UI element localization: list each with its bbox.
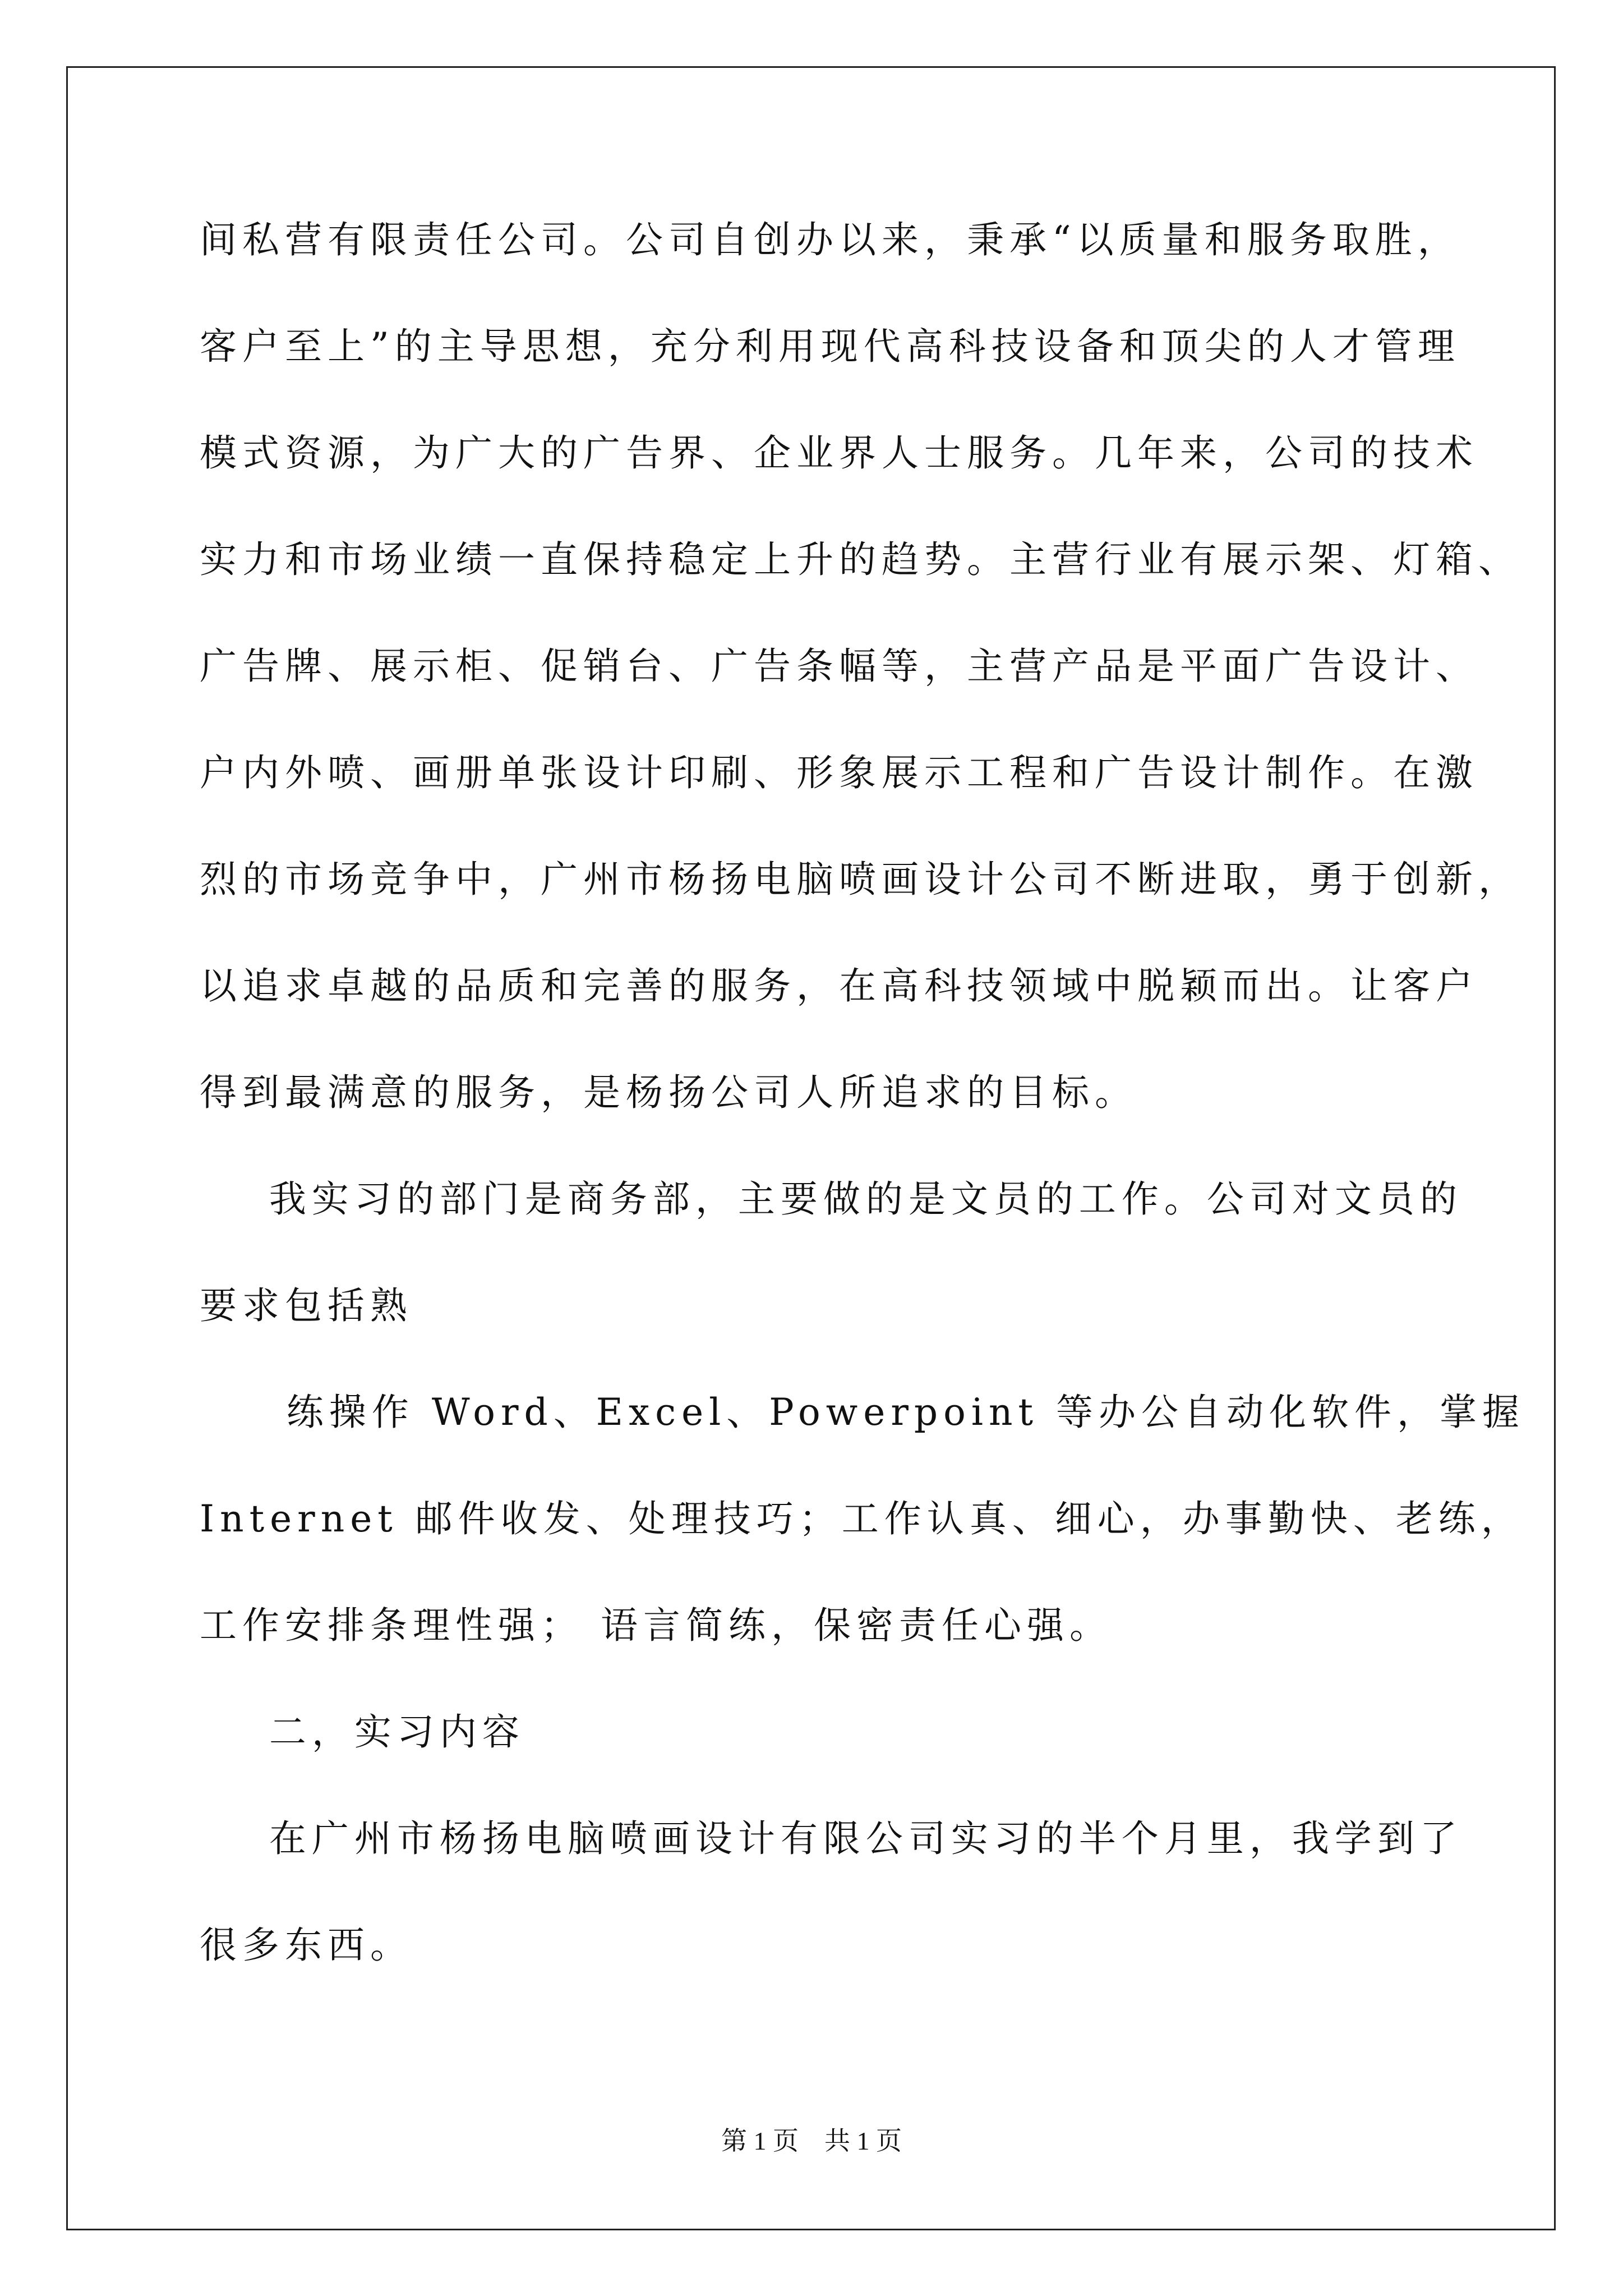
body-line: 工作安排条理性强； 语言简练，保密责任心强。 (200, 1604, 1112, 1647)
page-footer: 第 1 页 共 1 页 (721, 2127, 902, 2155)
paragraph-start-line: 在广州市杨扬电脑喷画设计有限公司实习的半个月里，我学到了 (200, 1817, 1463, 1860)
body-line: 得到最满意的服务，是杨扬公司人所追求的目标。 (200, 1071, 1137, 1114)
body-line: 客户至上”的主导思想，充分利用现代高科技设备和顶尖的人才管理 (200, 325, 1460, 368)
body-line: 要求包括熟 (200, 1284, 413, 1327)
body-line: 模式资源，为广大的广告界、企业界人士服务。几年来，公司的技术 (200, 431, 1478, 475)
paragraph-start-line: 我实习的部门是商务部，主要做的是文员的工作。公司对文员的 (200, 1177, 1463, 1221)
body-line: 户内外喷、画册单张设计印刷、形象展示工程和广告设计制作。在激 (200, 751, 1478, 794)
body-line: 实力和市场业绩一直保持稳定上升的趋势。主营行业有展示架、灯箱、 (200, 538, 1521, 581)
body-line: 烈的市场竞争中，广州市杨扬电脑喷画设计公司不断进取，勇于创新， (200, 858, 1521, 901)
body-line: 以追求卓越的品质和完善的服务，在高科技领域中脱颖而出。让客户 (200, 964, 1478, 1007)
page-border (66, 66, 1556, 2230)
section-heading: 二，实习内容 (200, 1710, 525, 1754)
body-line: Internet 邮件收发、处理技巧；工作认真、细心，办事勤快、老练， (200, 1497, 1524, 1540)
body-line: 间私营有限责任公司。公司自创办以来，秉承“以质量和服务取胜， (200, 218, 1460, 261)
body-line: 广告牌、展示柜、促销台、广告条幅等，主营产品是平面广告设计、 (200, 645, 1478, 688)
body-line: 很多东西。 (200, 1924, 413, 1967)
body-line: 练操作 Word、Excel、Powerpoint 等办公自动化软件，掌握 (200, 1391, 1525, 1434)
